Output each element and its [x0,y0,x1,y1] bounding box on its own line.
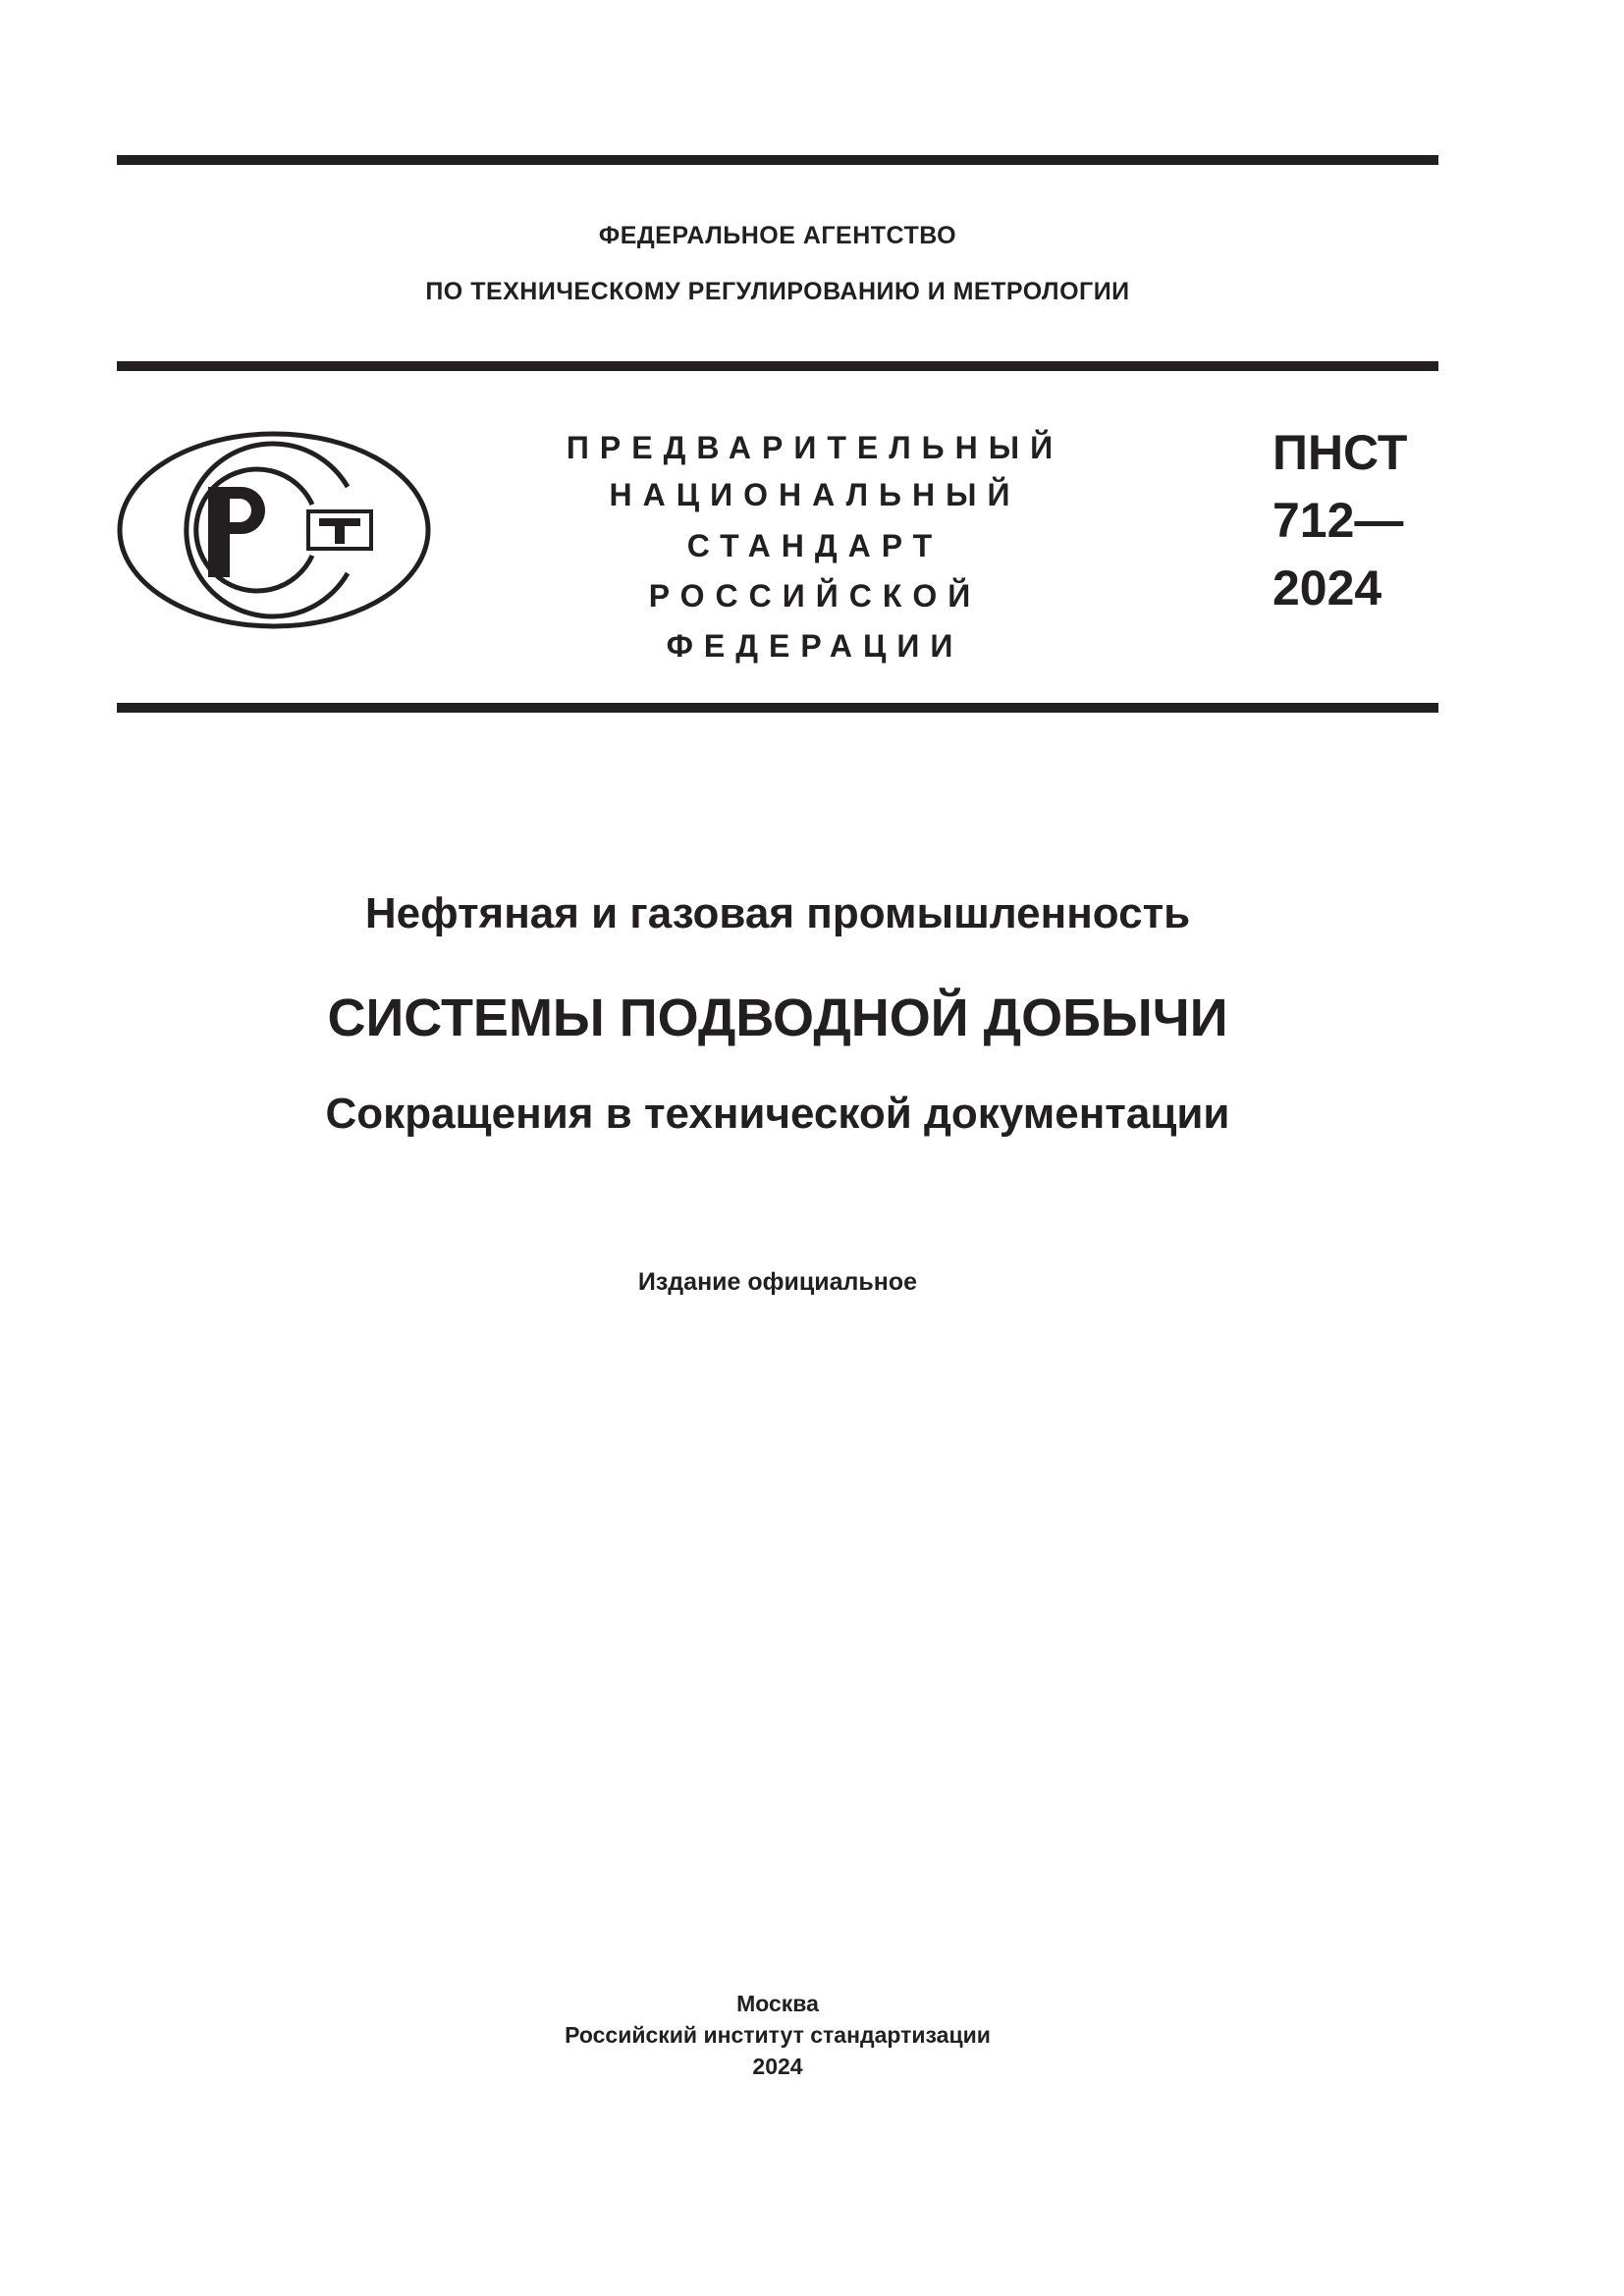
top-rule [117,155,1438,165]
standard-type-line-3: СТАНДАРТ [686,528,944,563]
header-bottom-rule [117,703,1438,713]
standard-code-line-1: ПНСТ [1272,425,1408,480]
agency-bottom-rule [117,361,1438,371]
agency-line-1: ФЕДЕРАЛЬНОЕ АГЕНТСТВО [598,222,957,249]
standard-type-line-1: ПРЕДВАРИТЕЛЬНЫЙ [566,430,1064,465]
standard-code-line-2: 712— [1272,493,1404,548]
standard-type-line-5: ФЕДЕРАЦИИ [666,628,964,664]
footer-publisher: Российский институт стандартизации [565,2022,991,2048]
title-line-1: Нефтяная и газовая промышленность [364,889,1191,937]
standard-type-line-2: НАЦИОНАЛЬНЫЙ [609,477,1021,512]
gost-r-emblem-icon [116,430,432,630]
title-line-3: Сокращения в технической документации [325,1090,1230,1138]
standard-code-line-3: 2024 [1272,561,1382,615]
edition-label: Издание официальное [637,1268,918,1296]
title-line-2: СИСТЕМЫ ПОДВОДНОЙ ДОБЫЧИ [327,988,1228,1047]
standard-type-line-4: РОССИЙСКОЙ [648,578,982,614]
footer-city: Москва [736,1991,819,2016]
footer-year: 2024 [752,2054,803,2079]
agency-line-2: ПО ТЕХНИЧЕСКОМУ РЕГУЛИРОВАНИЮ И МЕТРОЛОГИИ [425,278,1130,305]
